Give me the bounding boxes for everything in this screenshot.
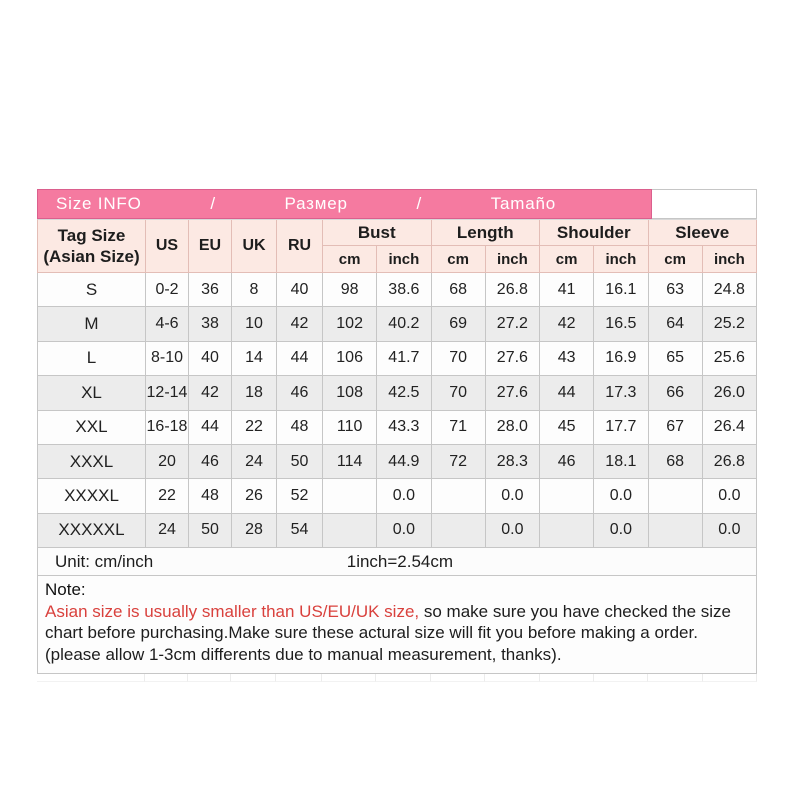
cell: 46 xyxy=(540,445,594,479)
cell: 18 xyxy=(232,376,277,410)
cell: 0-2 xyxy=(146,273,189,307)
cell: 0.0 xyxy=(486,514,540,548)
header-sleeve: Sleeve xyxy=(649,220,758,246)
header-length-cm: cm xyxy=(432,246,486,273)
cell: 43.3 xyxy=(377,411,431,445)
cell: 42 xyxy=(277,307,323,341)
cell: 12-14 xyxy=(146,376,189,410)
cell: 69 xyxy=(432,307,486,341)
cell: 68 xyxy=(432,273,486,307)
cell xyxy=(649,479,703,513)
cell: 27.6 xyxy=(486,376,540,410)
title-banner xyxy=(37,189,757,219)
cell: 17.3 xyxy=(594,376,648,410)
cell: 17.7 xyxy=(594,411,648,445)
cell: 26 xyxy=(232,479,277,513)
cell: 63 xyxy=(649,273,703,307)
cell: 22 xyxy=(146,479,189,513)
cell: 114 xyxy=(323,445,377,479)
cell: 0.0 xyxy=(594,514,648,548)
cell xyxy=(432,514,486,548)
size-cell: L xyxy=(38,342,146,376)
header-length-inch: inch xyxy=(486,246,540,273)
cell: 8 xyxy=(232,273,277,307)
cell: 70 xyxy=(432,342,486,376)
banner-title-ru: Размер xyxy=(284,194,348,213)
cell: 46 xyxy=(189,445,232,479)
cell: 0.0 xyxy=(594,479,648,513)
cell: 0.0 xyxy=(703,514,757,548)
cell: 48 xyxy=(189,479,232,513)
cell: 41.7 xyxy=(377,342,431,376)
cell: 68 xyxy=(649,445,703,479)
header-bust-cm: cm xyxy=(323,246,377,273)
cell: 38.6 xyxy=(377,273,431,307)
cell: 27.6 xyxy=(486,342,540,376)
cell: 102 xyxy=(323,307,377,341)
conversion-label: 1inch=2.54cm xyxy=(346,551,454,571)
cell: 0.0 xyxy=(703,479,757,513)
size-chart-table xyxy=(37,189,757,682)
cell: 24.8 xyxy=(703,273,757,307)
cell: 98 xyxy=(323,273,377,307)
table-row-s xyxy=(38,273,757,307)
table-row-xxxxxl xyxy=(38,514,757,548)
note-label: Note: xyxy=(45,580,86,600)
table-header xyxy=(37,219,757,273)
header-bust: Bust xyxy=(323,220,432,246)
header-tag-size xyxy=(38,220,146,273)
cell: 65 xyxy=(649,342,703,376)
cell: 28.0 xyxy=(486,411,540,445)
cell: 66 xyxy=(649,376,703,410)
cell: 4-6 xyxy=(146,307,189,341)
cell xyxy=(432,479,486,513)
cell: 26.8 xyxy=(486,273,540,307)
cell: 44.9 xyxy=(377,445,431,479)
cell: 16.1 xyxy=(594,273,648,307)
cell: 0.0 xyxy=(377,479,431,513)
cell xyxy=(323,479,377,513)
cell: 42 xyxy=(540,307,594,341)
cell: 28.3 xyxy=(486,445,540,479)
cell xyxy=(540,479,594,513)
cell: 20 xyxy=(146,445,189,479)
note-text xyxy=(45,601,749,666)
table-row-l xyxy=(38,342,757,376)
cell: 44 xyxy=(189,411,232,445)
cell: 16.9 xyxy=(594,342,648,376)
table-row-xxl xyxy=(38,411,757,445)
cell: 45 xyxy=(540,411,594,445)
cell: 72 xyxy=(432,445,486,479)
title-banner-pink xyxy=(37,189,652,219)
cell: 27.2 xyxy=(486,307,540,341)
cell: 54 xyxy=(277,514,323,548)
cell: 106 xyxy=(323,342,377,376)
table-row-m xyxy=(38,307,757,341)
cell: 16-18 xyxy=(146,411,189,445)
header-tag-size-line2: (Asian Size) xyxy=(43,247,140,266)
size-cell: XXXXXL xyxy=(38,514,146,548)
cell: 64 xyxy=(649,307,703,341)
cell: 110 xyxy=(323,411,377,445)
table-body xyxy=(37,273,757,548)
header-eu: EU xyxy=(189,220,232,273)
banner-blank-cell xyxy=(652,189,757,219)
cell: 26.4 xyxy=(703,411,757,445)
cell: 42 xyxy=(189,376,232,410)
header-shoulder-inch: inch xyxy=(594,246,648,273)
table-row-xxxxl xyxy=(38,479,757,513)
table-row-xxxl xyxy=(38,445,757,479)
cell: 8-10 xyxy=(146,342,189,376)
cell: 38 xyxy=(189,307,232,341)
note-box xyxy=(37,576,757,674)
cell: 42.5 xyxy=(377,376,431,410)
header-shoulder: Shoulder xyxy=(540,220,649,246)
size-cell: XXXL xyxy=(38,445,146,479)
size-cell: S xyxy=(38,273,146,307)
cell: 28 xyxy=(232,514,277,548)
cell: 40 xyxy=(277,273,323,307)
unit-label: Unit: cm/inch xyxy=(55,551,154,571)
header-length: Length xyxy=(432,220,541,246)
cell: 25.6 xyxy=(703,342,757,376)
header-shoulder-cm: cm xyxy=(540,246,594,273)
cell: 24 xyxy=(232,445,277,479)
cell: 108 xyxy=(323,376,377,410)
cell: 44 xyxy=(540,376,594,410)
cell: 70 xyxy=(432,376,486,410)
header-us: US xyxy=(146,220,189,273)
cell: 26.8 xyxy=(703,445,757,479)
cell: 18.1 xyxy=(594,445,648,479)
header-sleeve-inch: inch xyxy=(703,246,757,273)
header-sleeve-cm: cm xyxy=(649,246,703,273)
banner-separator-2: / xyxy=(416,194,423,213)
cell: 67 xyxy=(649,411,703,445)
cell: 0.0 xyxy=(486,479,540,513)
cell: 22 xyxy=(232,411,277,445)
banner-separator-1: / xyxy=(210,194,216,213)
cell: 14 xyxy=(232,342,277,376)
cell: 40 xyxy=(189,342,232,376)
banner-title-es: Tamaño xyxy=(490,194,556,213)
cell: 50 xyxy=(277,445,323,479)
cell: 48 xyxy=(277,411,323,445)
cell: 10 xyxy=(232,307,277,341)
cell: 0.0 xyxy=(377,514,431,548)
cell: 43 xyxy=(540,342,594,376)
banner-title-en: Size INFO xyxy=(56,194,142,213)
cell: 71 xyxy=(432,411,486,445)
header-ru: RU xyxy=(277,220,323,273)
size-cell: XXL xyxy=(38,411,146,445)
cell: 16.5 xyxy=(594,307,648,341)
cell: 25.2 xyxy=(703,307,757,341)
size-cell: XXXXL xyxy=(38,479,146,513)
clipped-row-artifact xyxy=(37,674,757,682)
cell: 46 xyxy=(277,376,323,410)
size-cell: M xyxy=(38,307,146,341)
header-bust-inch: inch xyxy=(377,246,431,273)
note-red-text: Asian size is usually smaller than US/EU/UK size, xyxy=(45,601,420,621)
cell xyxy=(540,514,594,548)
cell: 40.2 xyxy=(377,307,431,341)
cell xyxy=(649,514,703,548)
table-row-xl xyxy=(38,376,757,410)
header-tag-size-line1: Tag Size xyxy=(57,225,126,245)
cell: 50 xyxy=(189,514,232,548)
cell: 44 xyxy=(277,342,323,376)
cell: 36 xyxy=(189,273,232,307)
cell: 24 xyxy=(146,514,189,548)
cell: 52 xyxy=(277,479,323,513)
unit-row xyxy=(37,548,757,576)
header-uk: UK xyxy=(232,220,277,273)
size-cell: XL xyxy=(38,376,146,410)
cell: 26.0 xyxy=(703,376,757,410)
cell: 41 xyxy=(540,273,594,307)
note-black-text: so make sure you have checked the size chart before purchasing.Make sure these actural size will fit you before making a order.(please allow 1-3cm differents due to manual measurement, thanks). xyxy=(45,601,731,664)
cell xyxy=(323,514,377,548)
